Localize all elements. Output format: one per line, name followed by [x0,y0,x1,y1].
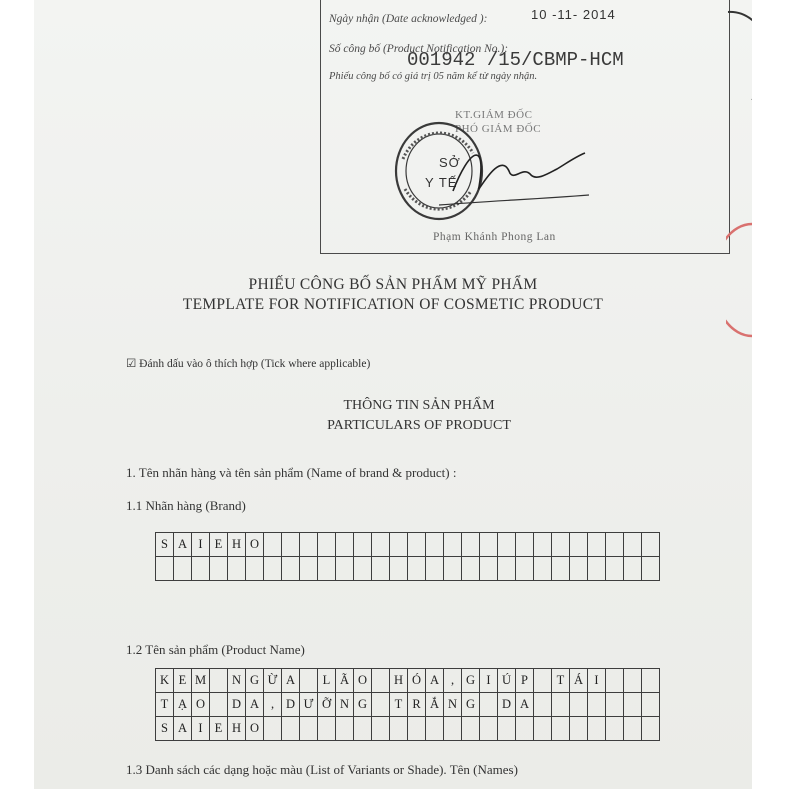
grid-cell: T [390,693,408,717]
grid-cell [516,533,534,557]
item-1-2-heading: 1.2 Tên sản phẩm (Product Name) [126,642,305,657]
date-acknowledged-value: 10 -11- 2014 [531,7,616,22]
brand-grid [155,532,660,581]
grid-cell: E [210,717,228,741]
grid-cell [210,557,228,581]
grid-cell [606,533,624,557]
grid-cell [462,717,480,741]
grid-cell: N [444,693,462,717]
grid-row [156,533,660,557]
grid-cell: G [462,669,480,693]
grid-cell: E [210,533,228,557]
grid-cell [336,717,354,741]
grid-cell [570,533,588,557]
grid-cell: I [192,717,210,741]
grid-cell [588,533,606,557]
grid-cell: H [228,717,246,741]
grid-cell: Ú [498,669,516,693]
grid-cell [318,533,336,557]
item-1-1-heading: 1.1 Nhãn hàng (Brand) [126,498,246,513]
grid-cell [192,557,210,581]
grid-cell: Ó [408,669,426,693]
grid-cell [642,557,660,581]
notification-number-label: Số công bố (Product Notification No.): [329,43,509,55]
title-vietnamese: PHIẾU CÔNG BỐ SẢN PHẨM MỸ PHẨM [248,276,538,293]
grid-cell [498,533,516,557]
grid-cell [552,533,570,557]
grid-cell [444,533,462,557]
grid-cell [606,557,624,581]
grid-cell [552,693,570,717]
grid-cell [372,717,390,741]
grid-cell [606,717,624,741]
grid-row [156,693,660,717]
grid-cell [372,693,390,717]
grid-cell [480,533,498,557]
grid-cell [174,557,192,581]
grid-cell [570,717,588,741]
grid-cell [372,557,390,581]
grid-cell [552,717,570,741]
grid-cell: Ắ [426,693,444,717]
grid-cell: Ỡ [318,693,336,717]
title-english: TEMPLATE FOR NOTIFICATION OF COSMETIC PRODUCT [182,296,604,313]
grid-cell: H [390,669,408,693]
grid-cell [300,557,318,581]
date-acknowledged-label: Ngày nhận (Date acknowledged ): [329,13,488,25]
partial-seal-right-top [726,10,752,110]
grid-cell [282,717,300,741]
grid-cell: A [246,693,264,717]
grid-cell: G [462,693,480,717]
grid-cell: L [318,669,336,693]
grid-cell: K [156,669,174,693]
tick-instruction: ☑ Đánh dấu vào ô thích hợp (Tick where applicable) [126,358,371,370]
grid-cell: A [426,669,444,693]
grid-cell [318,717,336,741]
grid-cell [552,557,570,581]
signer-name: Phạm Khánh Phong Lan [433,231,556,243]
grid-cell: Ã [336,669,354,693]
grid-cell [264,557,282,581]
grid-cell: S [156,717,174,741]
grid-row [156,717,660,741]
grid-cell [462,533,480,557]
grid-cell [480,717,498,741]
grid-cell [390,533,408,557]
grid-cell [534,717,552,741]
acknowledgement-box [320,0,730,254]
grid-cell: N [336,693,354,717]
grid-cell [462,557,480,581]
grid-cell: O [246,717,264,741]
grid-cell [444,717,462,741]
grid-cell: G [354,693,372,717]
grid-cell [390,557,408,581]
grid-cell: T [156,693,174,717]
grid-cell [498,717,516,741]
grid-cell: Ạ [174,693,192,717]
section-title-vietnamese: THÔNG TIN SẢN PHẨM [343,398,495,413]
grid-cell [300,717,318,741]
grid-cell [624,533,642,557]
grid-cell: A [174,717,192,741]
grid-cell [588,557,606,581]
grid-cell [336,533,354,557]
grid-cell [516,717,534,741]
grid-cell [426,533,444,557]
grid-cell: A [174,533,192,557]
grid-cell [606,669,624,693]
grid-cell: I [588,669,606,693]
grid-cell [426,717,444,741]
grid-cell [408,557,426,581]
grid-cell [534,693,552,717]
grid-cell [210,693,228,717]
grid-cell [282,533,300,557]
grid-cell [534,557,552,581]
grid-cell: D [282,693,300,717]
grid-cell [246,557,264,581]
grid-cell: P [516,669,534,693]
grid-cell [642,717,660,741]
product-name-grid [155,668,660,741]
grid-cell: A [516,693,534,717]
grid-cell: D [228,693,246,717]
grid-cell [354,557,372,581]
grid-cell: T [552,669,570,693]
grid-cell [570,693,588,717]
grid-cell: E [174,669,192,693]
grid-cell [534,669,552,693]
grid-cell [498,557,516,581]
grid-cell: , [264,693,282,717]
grid-cell: N [228,669,246,693]
grid-cell [426,557,444,581]
grid-cell: A [282,669,300,693]
grid-cell [516,557,534,581]
grid-cell [318,557,336,581]
grid-cell [570,557,588,581]
grid-cell [624,693,642,717]
grid-cell: O [246,533,264,557]
validity-note: Phiếu công bố có giá trị 05 năm kể từ ngày nhận. [329,71,538,82]
seal-center-text-1: SỞ [439,155,461,170]
grid-cell [624,669,642,693]
notification-number-value: 001942 /15/CBMP-HCM [407,49,624,71]
section-title-english: PARTICULARS OF PRODUCT [327,418,511,433]
grid-cell: O [354,669,372,693]
grid-cell: O [192,693,210,717]
grid-cell [606,693,624,717]
signer-title-1: KT.GIÁM ĐỐC [455,109,533,121]
grid-cell [408,533,426,557]
grid-cell [480,557,498,581]
grid-cell [390,717,408,741]
grid-cell [336,557,354,581]
grid-cell [210,669,228,693]
grid-cell [642,669,660,693]
grid-cell [624,557,642,581]
grid-cell: I [192,533,210,557]
grid-cell: I [480,669,498,693]
grid-cell: M [192,669,210,693]
grid-cell: Ư [300,693,318,717]
grid-cell [408,717,426,741]
grid-cell [228,557,246,581]
grid-cell [534,533,552,557]
grid-cell [372,533,390,557]
grid-cell [264,533,282,557]
grid-cell [444,557,462,581]
grid-cell [156,557,174,581]
grid-row [156,669,660,693]
grid-cell [642,533,660,557]
grid-cell: Á [570,669,588,693]
grid-cell [480,693,498,717]
grid-cell: G [246,669,264,693]
document-page [34,0,752,789]
grid-cell [354,533,372,557]
grid-cell [588,693,606,717]
grid-cell: R [408,693,426,717]
grid-cell [282,557,300,581]
signer-title-2: PHÓ GIÁM ĐỐC [455,123,542,135]
grid-cell: D [498,693,516,717]
grid-row [156,557,660,581]
grid-cell [588,717,606,741]
grid-cell [300,533,318,557]
item-1-heading: 1. Tên nhãn hàng và tên sản phẩm (Name of brand & product) : [126,465,457,480]
grid-cell [372,669,390,693]
grid-cell [264,717,282,741]
grid-cell: S [156,533,174,557]
grid-cell: H [228,533,246,557]
grid-cell [300,669,318,693]
item-1-3-heading: 1.3 Danh sách các dạng hoặc màu (List of Variants or Shade). Tên (Names) [126,762,518,777]
grid-cell [624,717,642,741]
grid-cell: Ừ [264,669,282,693]
grid-cell [354,717,372,741]
grid-cell: , [444,669,462,693]
grid-cell [642,693,660,717]
signature-scribble [439,129,589,219]
seal-center-text-2: Y TẾ [425,175,458,190]
